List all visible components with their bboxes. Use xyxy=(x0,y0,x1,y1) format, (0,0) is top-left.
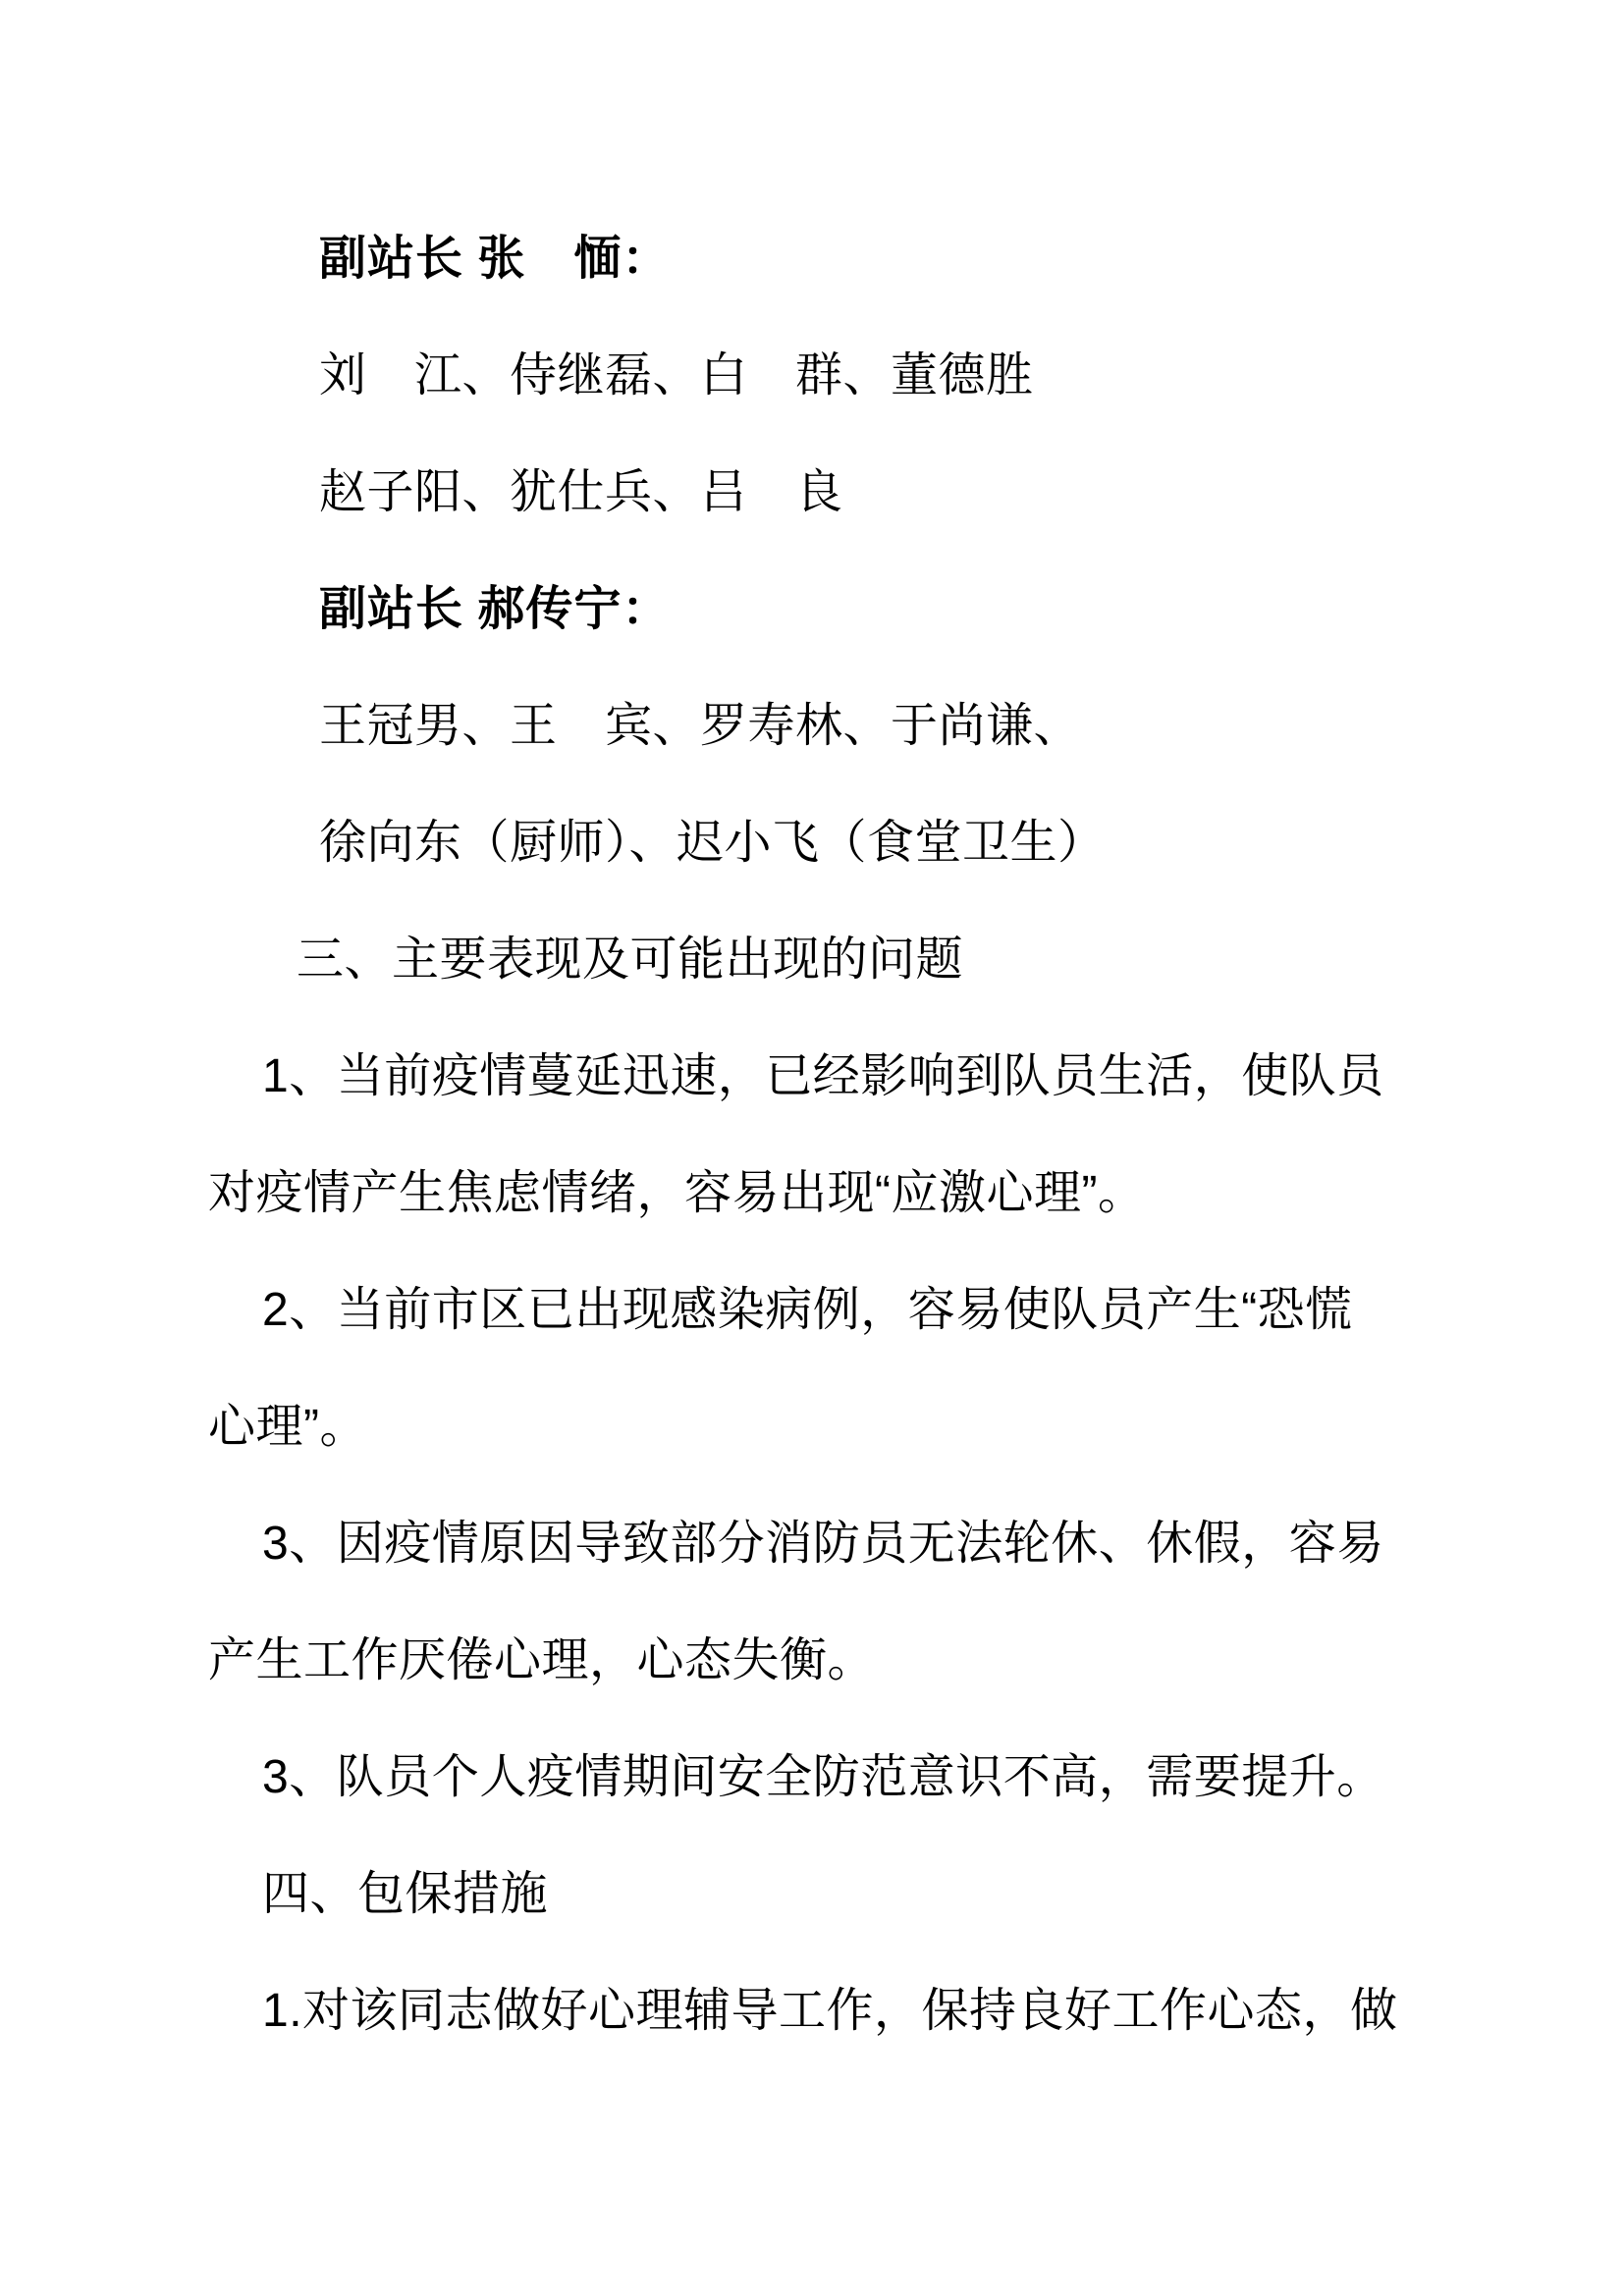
heading-deputy-chief-hao: 副站长 郝传宁： xyxy=(319,583,671,635)
paragraph-line: 2、当前市区已出现感染病例，容易使队员产生“恐慌 xyxy=(262,1284,1353,1336)
name-list-line: 刘 江、侍继磊、白 群、董德胜 xyxy=(319,349,1034,401)
paragraph-line: 1、当前疫情蔓延迅速，已经影响到队员生活，使队员 xyxy=(262,1050,1384,1102)
name-list-line: 王冠男、王 宾、罗寿林、于尚谦、 xyxy=(319,700,1082,752)
heading-deputy-chief-zhang: 副站长 张 愐： xyxy=(319,233,671,285)
section-heading-three: 三、主要表现及可能出现的问题 xyxy=(297,934,964,986)
paragraph-line: 3、因疫情原因导致部分消防员无法轮休、休假，容易 xyxy=(262,1518,1384,1570)
name-list-line: 赵子阳、犹仕兵、吕 良 xyxy=(319,466,843,518)
paragraph-line: 对疫情产生焦虑情绪，容易出现“应激心理”。 xyxy=(208,1167,1146,1219)
paragraph-line: 产生工作厌倦心理，心态失衡。 xyxy=(208,1634,876,1686)
paragraph-line: 1.对该同志做好心理辅导工作，保持良好工作心态，做 xyxy=(262,1985,1398,2037)
paragraph-line: 心理”。 xyxy=(208,1401,367,1453)
paragraph-line: 3、队员个人疫情期间安全防范意识不高，需要提升。 xyxy=(262,1751,1384,1803)
name-list-line: 徐向东（厨师）、迟小飞（食堂卫生） xyxy=(319,817,1106,869)
document-body xyxy=(208,200,1457,2069)
section-heading-four: 四、包保措施 xyxy=(262,1868,549,1920)
